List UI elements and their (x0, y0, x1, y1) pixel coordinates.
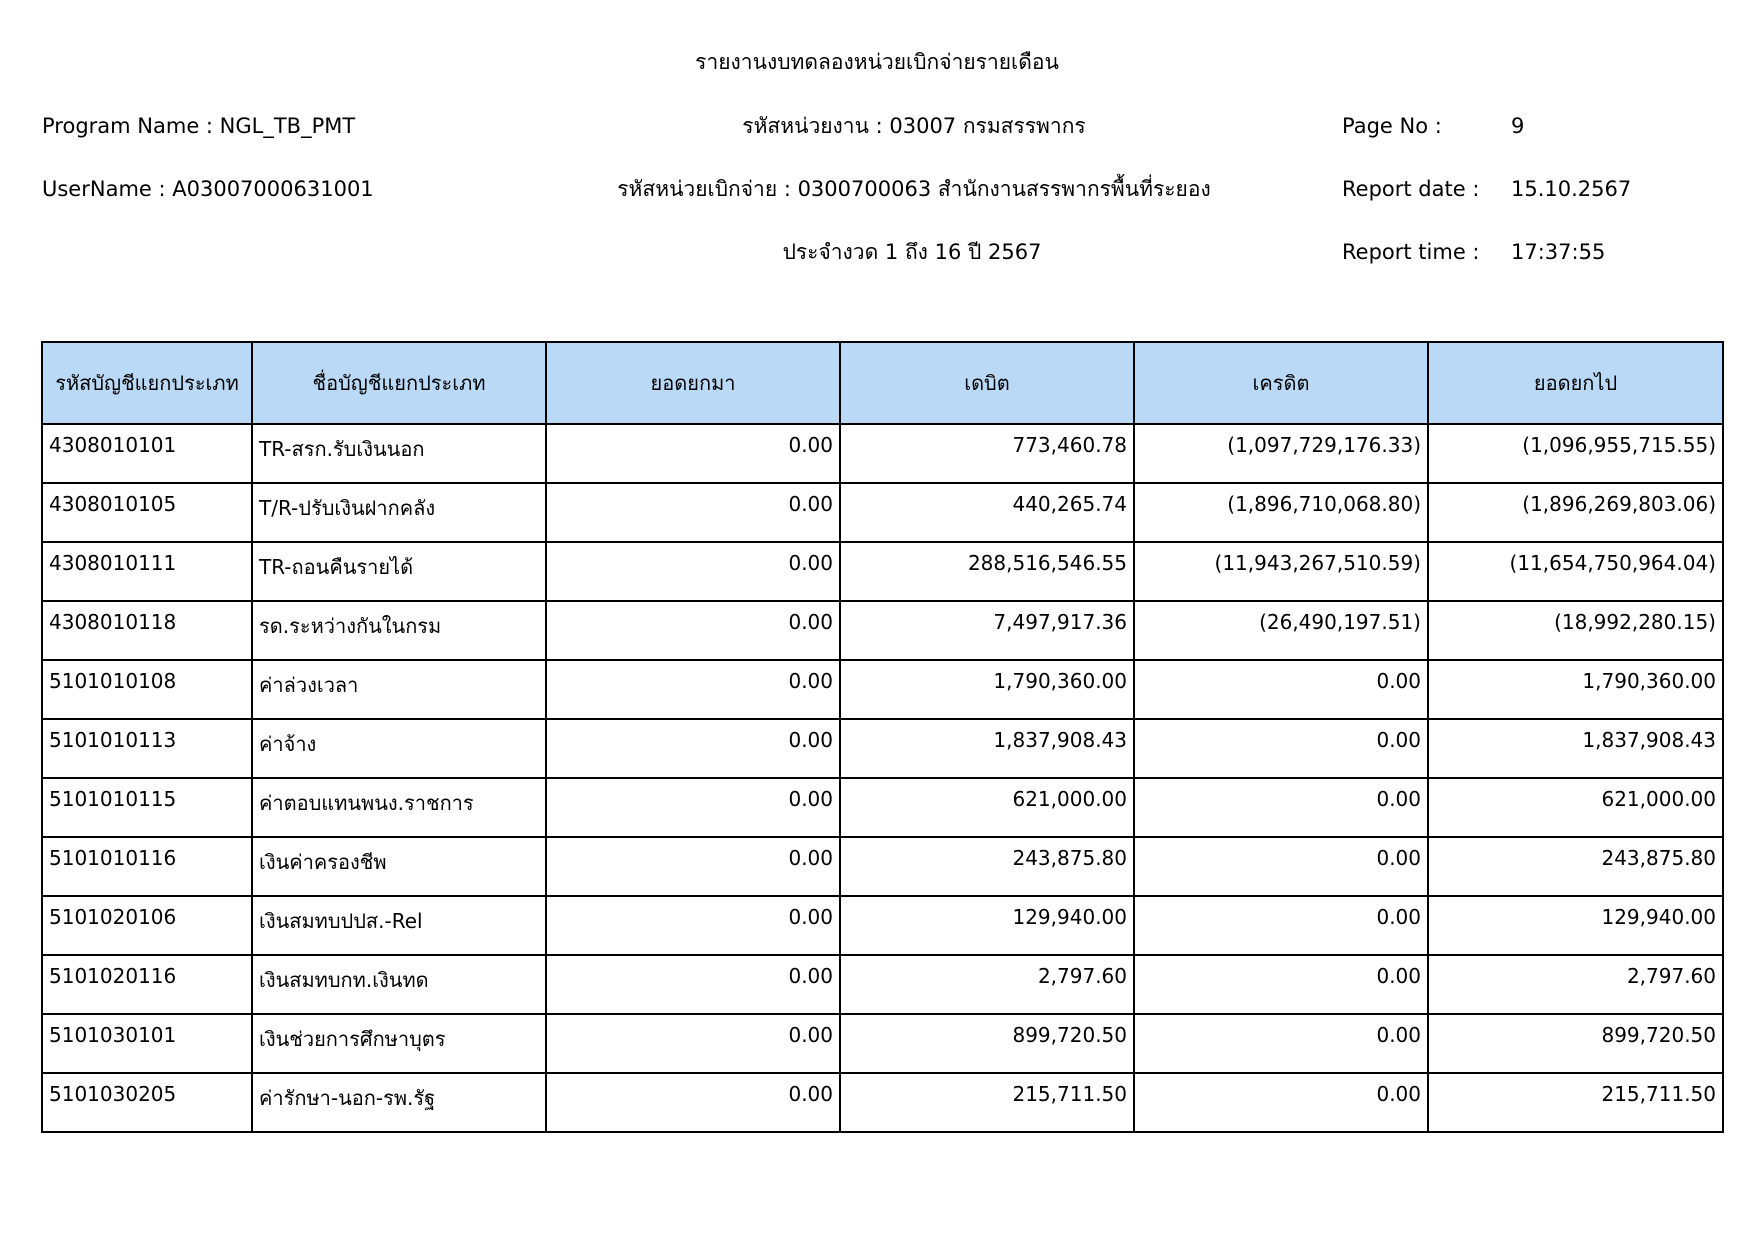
cell-credit: (11,943,267,510.59) (1134, 542, 1428, 601)
cell-closing-balance: 1,837,908.43 (1428, 719, 1723, 778)
cell-opening-balance: 0.00 (546, 1014, 840, 1073)
cell-account-name: TR-สรก.รับเงินนอก (252, 424, 546, 483)
cell-debit: 440,265.74 (840, 483, 1134, 542)
cell-account-name: ค่าล่วงเวลา (252, 660, 546, 719)
cell-credit: (1,896,710,068.80) (1134, 483, 1428, 542)
cell-closing-balance: 215,711.50 (1428, 1073, 1723, 1132)
cell-closing-balance: 1,790,360.00 (1428, 660, 1723, 719)
cell-opening-balance: 0.00 (546, 955, 840, 1014)
cell-closing-balance: (11,654,750,964.04) (1428, 542, 1723, 601)
cell-opening-balance: 0.00 (546, 719, 840, 778)
cell-account-name: เงินช่วยการศึกษาบุตร (252, 1014, 546, 1073)
cell-account-code: 5101010113 (42, 719, 252, 778)
cell-credit: 0.00 (1134, 896, 1428, 955)
cell-credit: 0.00 (1134, 955, 1428, 1014)
cell-account-code: 5101030205 (42, 1073, 252, 1132)
cell-account-code: 4308010118 (42, 601, 252, 660)
cell-account-code: 5101010108 (42, 660, 252, 719)
cell-debit: 899,720.50 (840, 1014, 1134, 1073)
cell-opening-balance: 0.00 (546, 837, 840, 896)
agency-code: รหัสหน่วยงาน : 03007 กรมสรรพากร (742, 114, 1086, 138)
cell-account-name: เงินค่าครองชีพ (252, 837, 546, 896)
header-account-code: รหัสบัญชีแยกประเภท (42, 342, 252, 424)
cell-credit: (1,097,729,176.33) (1134, 424, 1428, 483)
cell-opening-balance: 0.00 (546, 1073, 840, 1132)
table-row (42, 601, 1723, 660)
table-row (42, 483, 1723, 542)
trial-balance-table (41, 341, 1724, 1133)
cell-closing-balance: 2,797.60 (1428, 955, 1723, 1014)
header-debit: เดบิต (840, 342, 1134, 424)
cell-account-name: ค่ารักษา-นอก-รพ.รัฐ (252, 1073, 546, 1132)
user-name: UserName : A03007000631001 (42, 177, 374, 201)
table-row (42, 896, 1723, 955)
cell-opening-balance: 0.00 (546, 542, 840, 601)
report-time-label: Report time : (1342, 240, 1480, 264)
report-date-value: 15.10.2567 (1511, 177, 1632, 201)
cell-credit: (26,490,197.51) (1134, 601, 1428, 660)
cell-debit: 288,516,546.55 (840, 542, 1134, 601)
cell-account-code: 4308010111 (42, 542, 252, 601)
table-row (42, 542, 1723, 601)
cell-account-name: TR-ถอนคืนรายได้ (252, 542, 546, 601)
header-account-name: ชื่อบัญชีแยกประเภท (252, 342, 546, 424)
table-row (42, 719, 1723, 778)
cell-debit: 1,837,908.43 (840, 719, 1134, 778)
cell-debit: 129,940.00 (840, 896, 1134, 955)
header-credit: เครดิต (1134, 342, 1428, 424)
table-row (42, 1073, 1723, 1132)
cell-account-code: 5101010116 (42, 837, 252, 896)
cell-credit: 0.00 (1134, 719, 1428, 778)
cell-account-name: T/R-ปรับเงินฝากคลัง (252, 483, 546, 542)
report-date-label: Report date : (1342, 177, 1480, 201)
cell-debit: 243,875.80 (840, 837, 1134, 896)
cell-credit: 0.00 (1134, 660, 1428, 719)
cell-debit: 621,000.00 (840, 778, 1134, 837)
page-no-value: 9 (1511, 114, 1525, 138)
table-row (42, 424, 1723, 483)
cell-closing-balance: (1,096,955,715.55) (1428, 424, 1723, 483)
cell-account-code: 5101020106 (42, 896, 252, 955)
cell-account-code: 4308010101 (42, 424, 252, 483)
cell-opening-balance: 0.00 (546, 660, 840, 719)
cell-credit: 0.00 (1134, 837, 1428, 896)
cell-account-code: 5101030101 (42, 1014, 252, 1073)
cell-closing-balance: 129,940.00 (1428, 896, 1723, 955)
cell-account-code: 5101020116 (42, 955, 252, 1014)
cell-credit: 0.00 (1134, 1073, 1428, 1132)
cell-debit: 773,460.78 (840, 424, 1134, 483)
header-opening-balance: ยอดยกมา (546, 342, 840, 424)
page-no-label: Page No : (1342, 114, 1442, 138)
cell-opening-balance: 0.00 (546, 778, 840, 837)
header-closing-balance: ยอดยกไป (1428, 342, 1723, 424)
report-time-value: 17:37:55 (1511, 240, 1606, 264)
table-header-row (42, 342, 1723, 424)
table-row (42, 837, 1723, 896)
cell-closing-balance: 621,000.00 (1428, 778, 1723, 837)
cell-opening-balance: 0.00 (546, 483, 840, 542)
table-row (42, 955, 1723, 1014)
cell-closing-balance: 899,720.50 (1428, 1014, 1723, 1073)
table-body (42, 424, 1723, 1132)
cell-account-name: ค่าตอบแทนพนง.ราชการ (252, 778, 546, 837)
cell-account-name: รด.ระหว่างกันในกรม (252, 601, 546, 660)
cell-debit: 215,711.50 (840, 1073, 1134, 1132)
cell-account-name: เงินสมทบกท.เงินทด (252, 955, 546, 1014)
cell-account-name: ค่าจ้าง (252, 719, 546, 778)
table-row (42, 1014, 1723, 1073)
report-period: ประจำงวด 1 ถึง 16 ปี 2567 (782, 240, 1042, 264)
cell-closing-balance: (1,896,269,803.06) (1428, 483, 1723, 542)
cell-credit: 0.00 (1134, 778, 1428, 837)
table-row (42, 778, 1723, 837)
cell-closing-balance: (18,992,280.15) (1428, 601, 1723, 660)
cell-opening-balance: 0.00 (546, 424, 840, 483)
cell-debit: 1,790,360.00 (840, 660, 1134, 719)
report-title: รายงานงบทดลองหน่วยเบิกจ่ายรายเดือน (695, 50, 1059, 74)
table-row (42, 660, 1723, 719)
cell-account-name: เงินสมทบปปส.-Rel (252, 896, 546, 955)
cell-debit: 2,797.60 (840, 955, 1134, 1014)
cell-account-code: 4308010105 (42, 483, 252, 542)
cell-credit: 0.00 (1134, 1014, 1428, 1073)
program-name: Program Name : NGL_TB_PMT (42, 114, 356, 138)
cell-opening-balance: 0.00 (546, 896, 840, 955)
cell-account-code: 5101010115 (42, 778, 252, 837)
cell-debit: 7,497,917.36 (840, 601, 1134, 660)
cell-opening-balance: 0.00 (546, 601, 840, 660)
cell-closing-balance: 243,875.80 (1428, 837, 1723, 896)
disbursement-unit: รหัสหน่วยเบิกจ่าย : 0300700063 สำนักงานสรรพากรพื้นที่ระยอง (617, 177, 1211, 201)
